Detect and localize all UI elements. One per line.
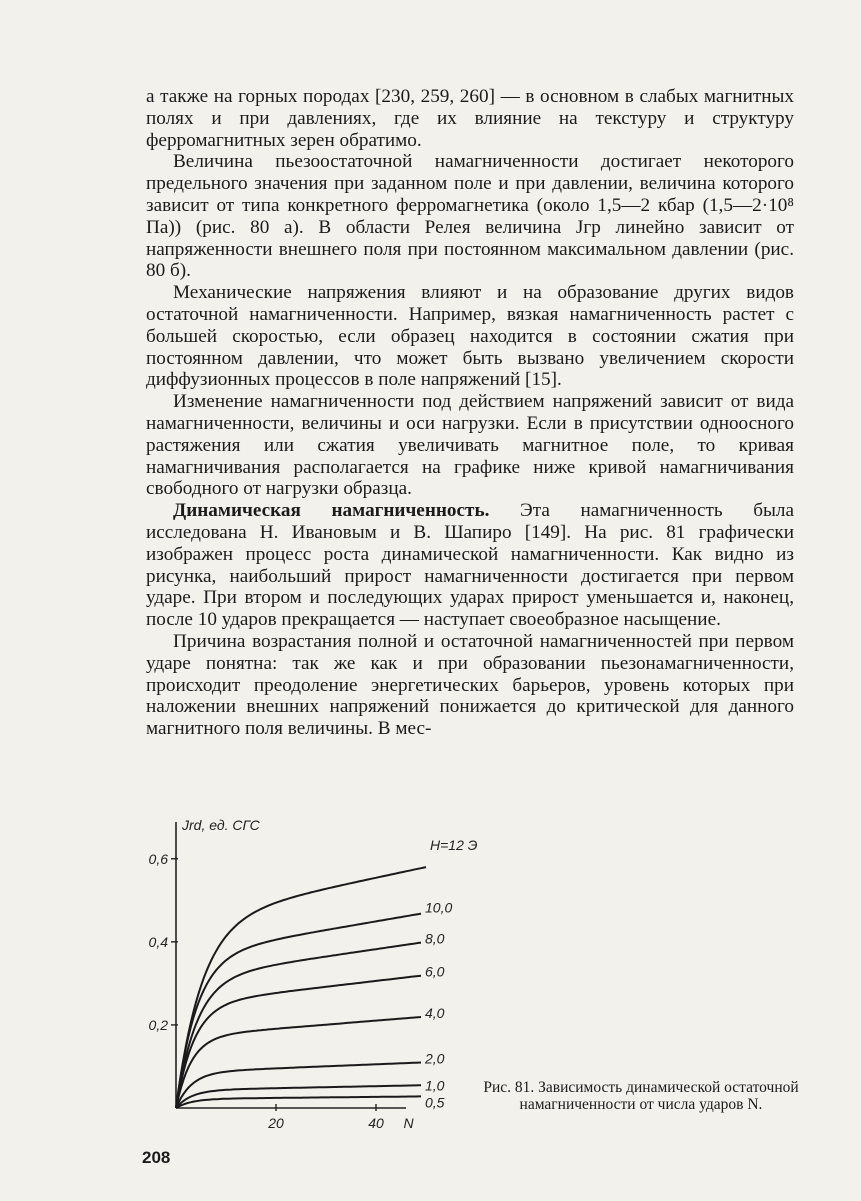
curve-label-6: 2,0 [425, 1050, 445, 1067]
y-axis-label: Jrd, ед. СГС [182, 817, 260, 833]
curve-label-4: 6,0 [425, 963, 445, 980]
x-axis-label: N [403, 1115, 414, 1131]
y-tick-label: 0,6 [148, 850, 168, 867]
curve-label-8: 0,5 [425, 1094, 445, 1111]
y-tick-label: 0,2 [148, 1016, 168, 1033]
paragraph-1: а также на горных породах [230, 259, 260] — в основном в слабых магнитных полях и при давлениях, где их влияние на текстуру и структуру ферромагнитных зерен обратимо. [146, 86, 794, 151]
figure-81-chart [140, 808, 478, 1138]
curve-label-7: 1,0 [425, 1077, 445, 1094]
curve-label-1: H=12 Э [430, 837, 478, 854]
curve-label-2: 10,0 [425, 899, 453, 916]
section-heading: Динамическая намагниченность. [173, 500, 490, 522]
curve-5 [176, 1017, 421, 1108]
curve-label-5: 4,0 [425, 1005, 445, 1022]
figure-caption: Рис. 81. Зависимость динамической остаточной намагниченности от числа ударов N. [483, 1079, 799, 1113]
curve-1 [176, 867, 426, 1108]
paragraph-5: Динамическая намагниченность. Эта намагниченность была исследована Н. Ивановым и В. Шапиро [149]. На рис. 81 графически изображен процесс роста динамической намагниченности. Как видно из рисунка, наибольший прирост намагниченности достигается при первом ударе. При втором и последующих ударах прирост уменьшается и, наконец, после 10 ударов прекращается — наступает своеобразное насыщение. [146, 500, 794, 631]
page-number: 208 [142, 1148, 171, 1167]
curve-8 [176, 1096, 421, 1108]
x-tick-label: 20 [268, 1115, 284, 1131]
curve-3 [176, 943, 421, 1108]
chart-svg [140, 808, 478, 1138]
curve-label-3: 8,0 [425, 930, 445, 947]
curve-2 [176, 914, 421, 1108]
paragraph-6: Причина возрастания полной и остаточной намагниченностей при первом ударе понятна: так же как и при образовании пьезонамагниченности, происходит преодоление энергетических барьеров, уровень которых при наложении внешних напряжений понижается до критической для данного магнитного поля величины. В мес- [146, 630, 794, 740]
y-tick-label: 0,4 [148, 933, 168, 950]
paragraph-3: Механические напряжения влияют и на образование других видов остаточной намагниченности. Например, вязкая намагниченность растет с большей скоростью, если образец находится в состоянии сжатия при постоянном давлении, что может быть вызвано увеличением скорости диффузионных процессов в поле напряжений [15]. [146, 282, 794, 391]
paragraph-2: Величина пьезоостаточной намагниченности достигает некоторого предельного значения при заданном поле и при давлении, величина которого зависит от типа конкретного ферромагнетика (около 1,5—2 кбар (1,5—2·10⁸ Па)) (рис. 80 а). В области Релея величина Jгр линейно зависит от напряженности внешнего поля при постоянном максимальном давлении (рис. 80 б). [146, 151, 794, 282]
x-tick-label: 40 [368, 1115, 384, 1131]
paragraph-4: Изменение намагниченности под действием напряжений зависит от вида намагниченности, величины и оси нагрузки. Если в присутствии одноосного растяжения или сжатия увеличивать магнитное поле, то кривая намагничивания располагается на графике ниже кривой намагничивания свободного от нагрузки образца. [146, 391, 794, 500]
body-text [146, 86, 794, 740]
